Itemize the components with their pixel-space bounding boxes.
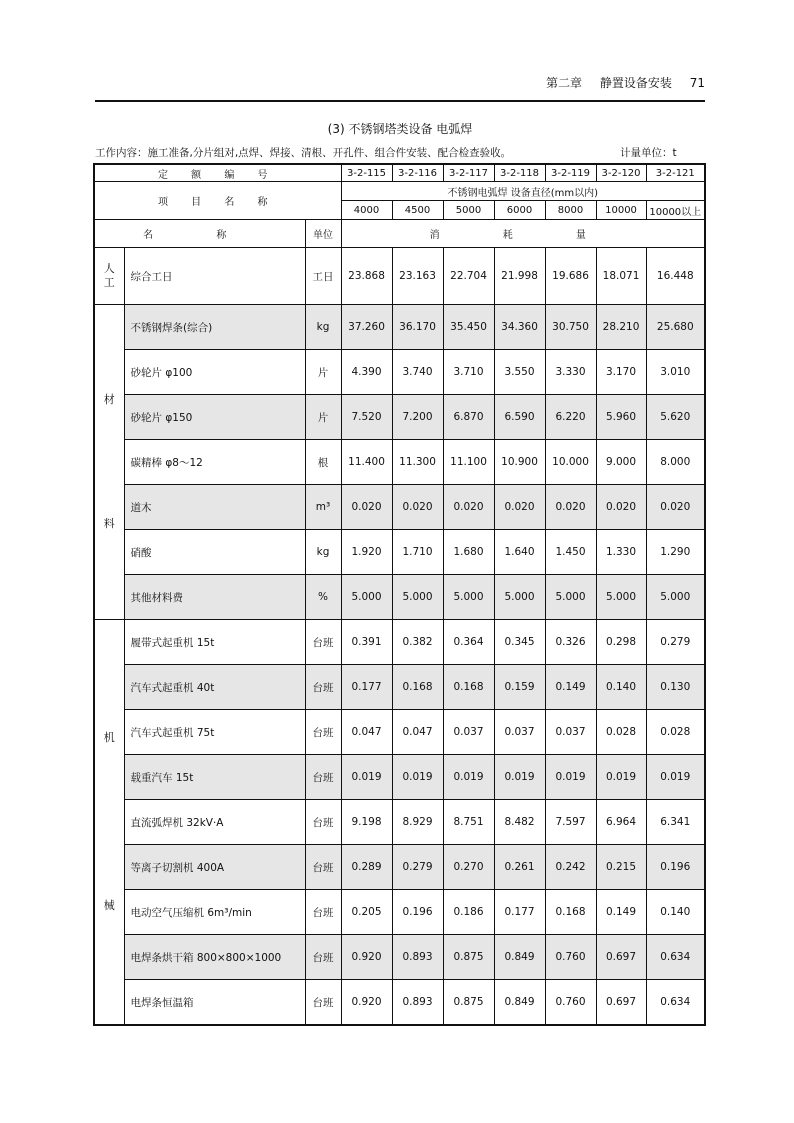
value-cell: 0.140	[596, 665, 646, 710]
chapter-label: 第二章	[546, 76, 583, 90]
value-cell: 0.020	[494, 485, 545, 530]
value-cell: 1.450	[545, 530, 596, 575]
value-cell: 19.686	[545, 248, 596, 305]
value-cell: 0.168	[392, 665, 443, 710]
row-name: 等离子切割机 400A	[124, 845, 305, 890]
value-cell: 0.196	[646, 845, 705, 890]
value-cell: 0.140	[646, 890, 705, 935]
table-row	[94, 485, 705, 530]
value-cell: 8.482	[494, 800, 545, 845]
row-unit: 台班	[305, 800, 341, 845]
value-cell: 7.597	[545, 800, 596, 845]
row-unit: 台班	[305, 665, 341, 710]
table-row	[94, 845, 705, 890]
value-cell: 11.100	[443, 440, 494, 485]
group-label: 不锈钢电弧焊 设备直径(mm以内)	[341, 182, 705, 201]
row-unit: 台班	[305, 980, 341, 1026]
row-unit: %	[305, 575, 341, 620]
value-cell: 0.345	[494, 620, 545, 665]
value-cell: 4.390	[341, 350, 392, 395]
diameter-cell: 4000	[341, 201, 392, 220]
value-cell: 7.200	[392, 395, 443, 440]
value-cell: 6.870	[443, 395, 494, 440]
value-cell: 5.620	[646, 395, 705, 440]
table-row	[94, 890, 705, 935]
value-cell: 0.893	[392, 935, 443, 980]
value-cell: 0.020	[341, 485, 392, 530]
row-name: 汽车式起重机 75t	[124, 710, 305, 755]
value-cell: 0.760	[545, 935, 596, 980]
value-cell: 11.300	[392, 440, 443, 485]
category-label: 材	[103, 393, 115, 406]
value-cell: 36.170	[392, 305, 443, 350]
value-cell: 0.289	[341, 845, 392, 890]
name-col-header: 名 称	[94, 220, 305, 248]
value-cell: 1.920	[341, 530, 392, 575]
row-unit: 台班	[305, 710, 341, 755]
value-cell: 0.760	[545, 980, 596, 1026]
category-material	[94, 305, 124, 620]
value-cell: 0.037	[545, 710, 596, 755]
diameter-cell: 10000	[596, 201, 646, 220]
value-cell: 0.186	[443, 890, 494, 935]
value-cell: 0.697	[596, 935, 646, 980]
code-cell: 3-2-120	[596, 164, 646, 182]
value-cell: 0.215	[596, 845, 646, 890]
value-cell: 0.279	[646, 620, 705, 665]
measure-unit: 计量单位：t	[620, 147, 677, 159]
row-unit: 台班	[305, 620, 341, 665]
row-name: 直流弧焊机 32kV·A	[124, 800, 305, 845]
row-name: 汽车式起重机 40t	[124, 665, 305, 710]
value-cell: 1.640	[494, 530, 545, 575]
value-cell: 0.205	[341, 890, 392, 935]
table-row	[94, 800, 705, 845]
diameter-cell: 4500	[392, 201, 443, 220]
value-cell: 0.634	[646, 935, 705, 980]
code-cell: 3-2-121	[646, 164, 705, 182]
value-cell: 7.520	[341, 395, 392, 440]
value-cell: 0.177	[341, 665, 392, 710]
value-cell: 0.019	[494, 755, 545, 800]
row-unit: m³	[305, 485, 341, 530]
value-cell: 8.929	[392, 800, 443, 845]
row-unit: 台班	[305, 890, 341, 935]
value-cell: 0.020	[596, 485, 646, 530]
code-cell: 3-2-119	[545, 164, 596, 182]
value-cell: 5.000	[596, 575, 646, 620]
table-row	[94, 305, 705, 350]
value-cell: 0.893	[392, 980, 443, 1026]
value-cell: 0.019	[646, 755, 705, 800]
row-unit: 台班	[305, 755, 341, 800]
value-cell: 6.964	[596, 800, 646, 845]
value-cell: 5.000	[494, 575, 545, 620]
value-cell: 35.450	[443, 305, 494, 350]
diameter-cell: 10000以上	[646, 201, 705, 220]
value-cell: 0.149	[596, 890, 646, 935]
value-cell: 21.998	[494, 248, 545, 305]
category-label: 料	[103, 517, 115, 530]
quota-table	[93, 163, 706, 1026]
table-row	[94, 350, 705, 395]
row-unit: 工日	[305, 248, 341, 305]
value-cell: 3.330	[545, 350, 596, 395]
value-cell: 25.680	[646, 305, 705, 350]
page-header	[95, 74, 705, 94]
row-name: 电焊条恒温箱	[124, 980, 305, 1026]
value-cell: 5.000	[443, 575, 494, 620]
value-cell: 3.550	[494, 350, 545, 395]
value-cell: 0.020	[443, 485, 494, 530]
value-cell: 0.634	[646, 980, 705, 1026]
value-cell: 8.000	[646, 440, 705, 485]
value-cell: 22.704	[443, 248, 494, 305]
table-row	[94, 248, 705, 305]
value-cell: 30.750	[545, 305, 596, 350]
group-row	[94, 182, 705, 201]
value-cell: 23.163	[392, 248, 443, 305]
table-row	[94, 980, 705, 1026]
table-title: (3) 不锈钢塔类设备 电弧焊	[327, 122, 473, 136]
value-cell: 0.130	[646, 665, 705, 710]
value-cell: 1.710	[392, 530, 443, 575]
value-cell: 0.019	[443, 755, 494, 800]
table-row	[94, 530, 705, 575]
value-cell: 0.875	[443, 980, 494, 1026]
value-cell: 0.019	[392, 755, 443, 800]
value-cell: 34.360	[494, 305, 545, 350]
value-cell: 5.000	[392, 575, 443, 620]
diameter-cell: 5000	[443, 201, 494, 220]
value-cell: 0.047	[341, 710, 392, 755]
value-cell: 5.960	[596, 395, 646, 440]
value-cell: 0.047	[392, 710, 443, 755]
row-name: 硝酸	[124, 530, 305, 575]
row-unit: kg	[305, 530, 341, 575]
value-cell: 0.168	[443, 665, 494, 710]
row-name: 电焊条烘干箱 800×800×1000	[124, 935, 305, 980]
diameter-cell: 8000	[545, 201, 596, 220]
value-cell: 37.260	[341, 305, 392, 350]
value-cell: 0.270	[443, 845, 494, 890]
item-name-label: 项 目 名 称	[94, 182, 341, 220]
value-cell: 0.849	[494, 980, 545, 1026]
value-cell: 28.210	[596, 305, 646, 350]
row-name: 不锈钢焊条(综合)	[124, 305, 305, 350]
value-cell: 0.920	[341, 980, 392, 1026]
value-cell: 0.849	[494, 935, 545, 980]
quota-code-label: 定 额 编 号	[94, 164, 341, 182]
row-name: 碳精棒 φ8～12	[124, 440, 305, 485]
table-row	[94, 665, 705, 710]
section-label: 静置设备安装	[599, 76, 672, 90]
value-cell: 0.177	[494, 890, 545, 935]
category-machine	[94, 620, 124, 1026]
value-cell: 11.400	[341, 440, 392, 485]
value-cell: 0.242	[545, 845, 596, 890]
row-name: 其他材料费	[124, 575, 305, 620]
value-cell: 3.170	[596, 350, 646, 395]
value-cell: 0.037	[494, 710, 545, 755]
value-cell: 3.740	[392, 350, 443, 395]
value-cell: 6.220	[545, 395, 596, 440]
value-cell: 5.000	[341, 575, 392, 620]
unit-col-header: 单位	[305, 220, 341, 248]
value-cell: 0.159	[494, 665, 545, 710]
table-row	[94, 395, 705, 440]
value-cell: 5.000	[646, 575, 705, 620]
table-row	[94, 440, 705, 485]
page-number: 71	[689, 76, 705, 90]
value-cell: 0.196	[392, 890, 443, 935]
value-cell: 0.364	[443, 620, 494, 665]
code-cell: 3-2-118	[494, 164, 545, 182]
value-cell: 0.261	[494, 845, 545, 890]
value-cell: 0.920	[341, 935, 392, 980]
value-cell: 0.326	[545, 620, 596, 665]
category-labor	[94, 248, 124, 305]
value-cell: 0.279	[392, 845, 443, 890]
row-unit: 片	[305, 350, 341, 395]
value-cell: 0.298	[596, 620, 646, 665]
value-cell: 0.168	[545, 890, 596, 935]
diameter-cell: 6000	[494, 201, 545, 220]
row-unit: 根	[305, 440, 341, 485]
value-cell: 0.020	[392, 485, 443, 530]
code-cell: 3-2-115	[341, 164, 392, 182]
category-label: 械	[103, 899, 115, 912]
row-unit: 台班	[305, 845, 341, 890]
code-cell: 3-2-117	[443, 164, 494, 182]
value-cell: 0.019	[341, 755, 392, 800]
value-cell: 9.000	[596, 440, 646, 485]
value-cell: 0.020	[545, 485, 596, 530]
table-row	[94, 575, 705, 620]
row-name: 砂轮片 φ150	[124, 395, 305, 440]
value-cell: 18.071	[596, 248, 646, 305]
code-row	[94, 164, 705, 182]
value-cell: 1.290	[646, 530, 705, 575]
value-cell: 0.028	[596, 710, 646, 755]
value-cell: 0.875	[443, 935, 494, 980]
value-cell: 0.382	[392, 620, 443, 665]
table-row	[94, 755, 705, 800]
column-header-row	[94, 220, 705, 248]
row-name: 砂轮片 φ100	[124, 350, 305, 395]
value-cell: 1.330	[596, 530, 646, 575]
value-cell: 8.751	[443, 800, 494, 845]
work-content: 工作内容：施工准备,分片组对,点焊、焊接、清根、开孔件、组合件安装、配合检查验收。	[95, 147, 512, 159]
value-cell: 5.000	[545, 575, 596, 620]
value-cell: 0.149	[545, 665, 596, 710]
value-cell: 9.198	[341, 800, 392, 845]
value-cell: 6.341	[646, 800, 705, 845]
row-name: 电动空气压缩机 6m³/min	[124, 890, 305, 935]
row-name: 载重汽车 15t	[124, 755, 305, 800]
row-unit: kg	[305, 305, 341, 350]
value-cell: 6.590	[494, 395, 545, 440]
value-cell: 0.391	[341, 620, 392, 665]
value-cell: 16.448	[646, 248, 705, 305]
value-cell: 0.019	[545, 755, 596, 800]
value-cell: 3.710	[443, 350, 494, 395]
header-divider	[95, 100, 705, 102]
value-cell: 0.028	[646, 710, 705, 755]
row-name: 综合工日	[124, 248, 305, 305]
code-cell: 3-2-116	[392, 164, 443, 182]
value-cell: 1.680	[443, 530, 494, 575]
value-cell: 0.037	[443, 710, 494, 755]
table-row	[94, 710, 705, 755]
value-cell: 0.020	[646, 485, 705, 530]
table-row	[94, 935, 705, 980]
value-cell: 10.900	[494, 440, 545, 485]
category-label: 人工	[103, 262, 115, 289]
row-unit: 台班	[305, 935, 341, 980]
value-cell: 0.019	[596, 755, 646, 800]
row-name: 道木	[124, 485, 305, 530]
consumption-col-header: 消 耗 量	[341, 220, 705, 248]
value-cell: 0.697	[596, 980, 646, 1026]
value-cell: 23.868	[341, 248, 392, 305]
row-unit: 片	[305, 395, 341, 440]
value-cell: 10.000	[545, 440, 596, 485]
row-name: 履带式起重机 15t	[124, 620, 305, 665]
table-row	[94, 620, 705, 665]
category-label: 机	[103, 731, 115, 744]
value-cell: 3.010	[646, 350, 705, 395]
